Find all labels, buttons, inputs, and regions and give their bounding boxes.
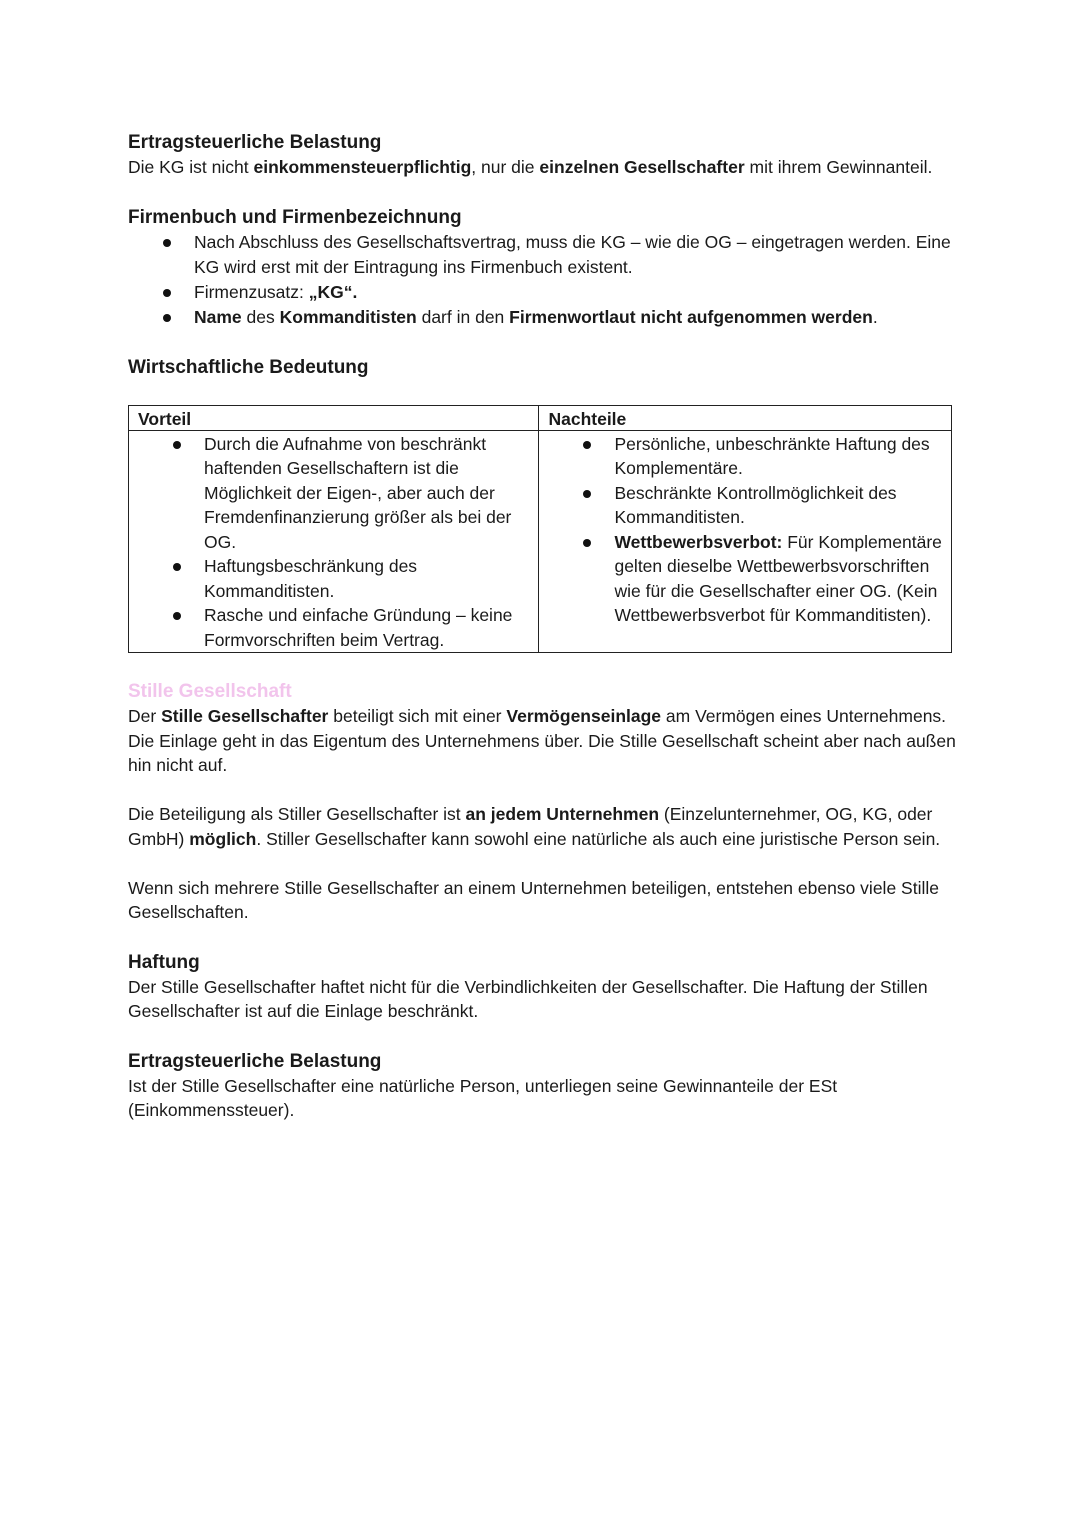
list-item	[128, 230, 958, 280]
firmenbuch-bullet-list	[128, 230, 958, 330]
paragraph-ertragsteuer-kg	[128, 155, 958, 180]
text-run: Der	[128, 706, 162, 726]
list-item	[128, 280, 958, 305]
bold-text: Name	[194, 306, 242, 327]
header-vorteil: Vorteil	[129, 405, 539, 430]
text-run: Die KG ist nicht	[128, 157, 254, 177]
header-nachteile: Nachteile	[539, 405, 952, 430]
list-item	[137, 603, 530, 652]
list-item	[547, 481, 943, 530]
section-heading-ertragsteuer: Ertragsteuerliche Belastung	[128, 132, 382, 153]
text-run: am Vermögen eines Unternehmens. Die Einlage geht in das Eigentum des Unternehmens über. Die Stille Gesellschaft scheint aber nach außen hin nicht auf.	[128, 706, 956, 775]
text-run: , nur die	[471, 157, 540, 177]
vorteil-list	[137, 432, 530, 653]
bold-text: möglich	[189, 828, 257, 849]
paragraph	[128, 704, 958, 778]
text-run: Nach Abschluss des Gesellschaftsvertrag, muss die KG – wie die OG – eingetragen werden. Eine KG wird erst mit der Eintragung ins Firmenbuch existent.	[194, 231, 951, 277]
section-heading-stille-gesellschaft: Stille Gesellschaft	[128, 681, 292, 702]
paragraph	[128, 876, 958, 925]
bold-text: „KG“.	[308, 281, 358, 302]
text-run: .	[872, 306, 878, 327]
list-item	[137, 554, 530, 603]
text-run: des	[241, 306, 280, 327]
text-run: Die Beteiligung als Stiller Gesellschafter ist	[128, 804, 466, 824]
bold-text: Vermögenseinlage	[506, 706, 662, 726]
text-run: Haftungsbeschränkung des Kommanditisten.	[204, 556, 418, 601]
text-run: Firmenzusatz:	[194, 281, 309, 302]
advantages-disadvantages-table	[128, 405, 952, 654]
bold-text: einzelnen Gesellschafter	[539, 157, 745, 177]
paragraph	[128, 802, 958, 851]
table-row	[129, 430, 952, 653]
text-run: Rasche und einfache Gründung – keine Formvorschriften beim Vertrag.	[204, 605, 513, 650]
list-item	[547, 530, 943, 628]
section-heading-ertragsteuer-stille: Ertragsteuerliche Belastung	[128, 1050, 382, 1072]
paragraph-ertragsteuer-stille	[128, 1074, 958, 1123]
bullet-icon	[163, 289, 171, 297]
bullet-icon	[163, 239, 171, 247]
bold-text: Wettbewerbsverbot:	[614, 531, 783, 552]
text-run: darf in den	[416, 306, 510, 327]
nachteile-list	[547, 432, 943, 628]
text-run: beteiligt sich mit einer	[328, 706, 507, 726]
bold-text: Kommanditisten	[279, 306, 417, 327]
list-item	[128, 305, 958, 330]
bold-text: Stille Gesellschafter	[161, 706, 329, 726]
paragraph-haftung	[128, 975, 958, 1024]
bullet-icon	[173, 563, 181, 571]
text-run: Der Stille Gesellschafter haftet nicht für die Verbindlichkeiten der Gesellschafter. Die Haftung der Stillen Gesellschafter ist auf die Einlage beschränkt.	[128, 976, 928, 1021]
text-run: mit ihrem Gewinnanteil.	[744, 157, 933, 177]
text-run: Persönliche, unbeschränkte Haftung des Komplementäre.	[614, 433, 930, 478]
list-item	[137, 432, 530, 555]
text-run: Beschränkte Kontrollmöglichkeit des Kommanditisten.	[614, 482, 897, 527]
text-run: (Einzelunternehmer, OG, KG, oder GmbH)	[128, 804, 933, 849]
text-run: Ist der Stille Gesellschafter eine natürliche Person, unterliegen seine Gewinnanteile der ESt (Einkommenssteuer).	[128, 1075, 838, 1120]
nachteile-cell	[539, 430, 952, 653]
bullet-icon	[583, 490, 591, 498]
document-page	[128, 130, 958, 1123]
text-run: . Stiller Gesellschafter kann sowohl eine natürliche als auch eine juristische Person sein.	[256, 828, 941, 849]
section-heading-haftung: Haftung	[128, 951, 200, 973]
bullet-icon	[583, 539, 591, 547]
table-header-row	[129, 405, 952, 430]
bold-text: an jedem Unternehmen	[465, 804, 660, 824]
text-run: Durch die Aufnahme von beschränkt haftenden Gesellschaftern ist die Möglichkeit der Eigen-, aber auch der Fremdenfinanzierung größer als bei der OG.	[204, 433, 512, 552]
bullet-icon	[173, 441, 181, 449]
text-run: Wenn sich mehrere Stille Gesellschafter an einem Unternehmen beteiligen, entstehen ebenso viele Stille Gesellschaften.	[128, 877, 939, 922]
vorteil-cell	[129, 430, 539, 653]
list-item	[547, 432, 943, 481]
bullet-icon	[583, 441, 591, 449]
section-heading-firmenbuch: Firmenbuch und Firmenbezeichnung	[128, 206, 462, 228]
bold-text: Firmenwortlaut nicht aufgenommen werden	[509, 306, 873, 327]
bullet-icon	[173, 612, 181, 620]
stille-gesellschaft-paragraphs	[128, 704, 958, 925]
text-run: Für Komplementäre gelten dieselbe Wettbewerbsvorschriften wie für die Gesellschafter einer OG. (Kein Wettbewerbsverbot für Kommanditisten).	[614, 531, 942, 625]
section-heading-wirtschaftliche-bedeutung: Wirtschaftliche Bedeutung	[128, 356, 369, 378]
bullet-icon	[163, 314, 171, 322]
bold-text: einkommensteuerpflichtig	[253, 157, 472, 177]
